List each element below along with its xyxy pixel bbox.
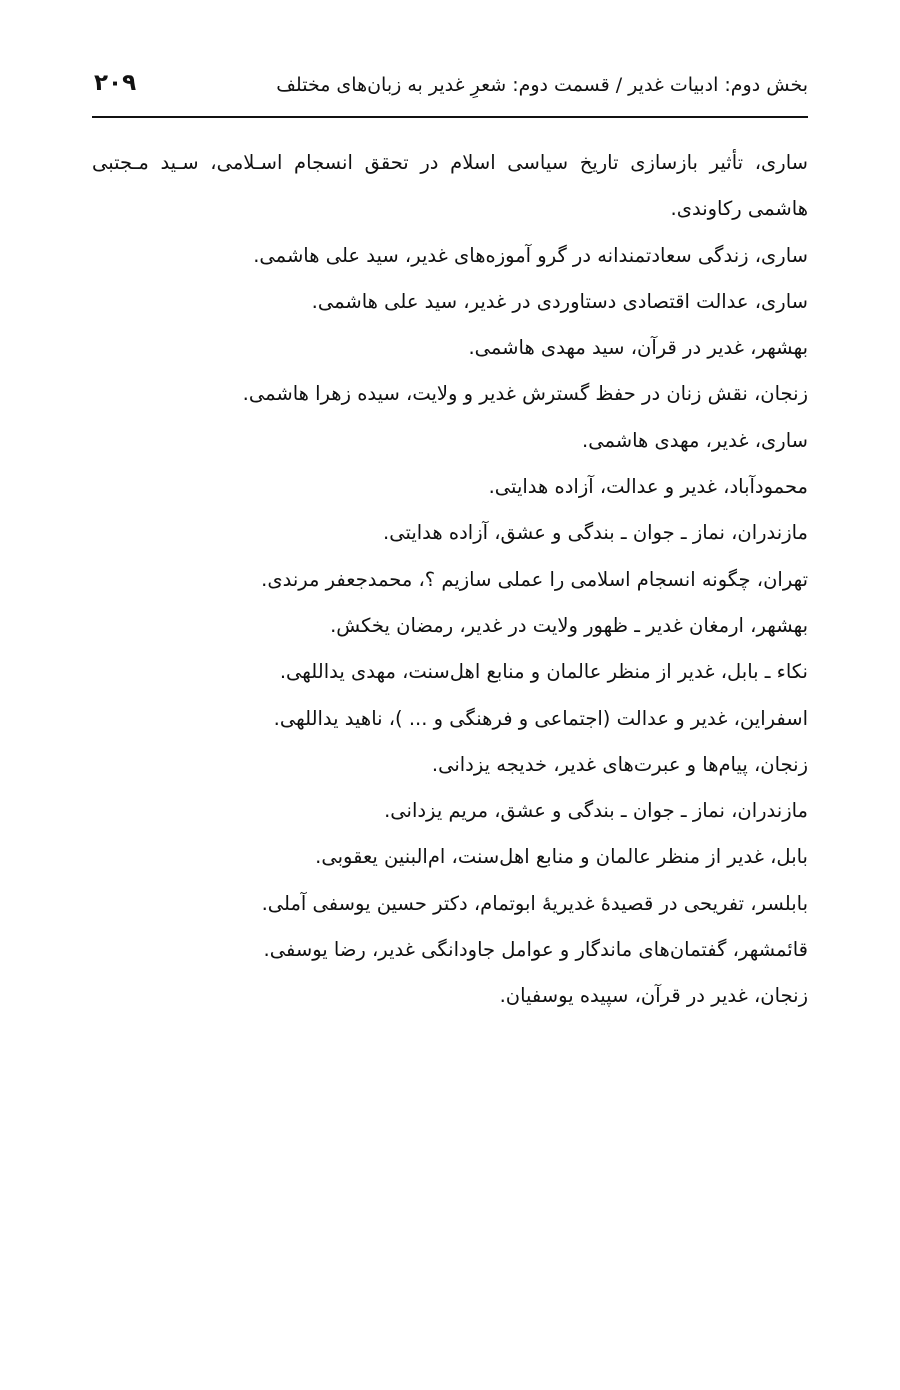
page-header bbox=[92, 70, 808, 118]
list-item: بهشهر، ارمغان غدیر ـ ظهور ولایت در غدیر، رمضان یخکش. bbox=[330, 613, 808, 637]
list-item: محمودآباد، غدیر و عدالت، آزاده هدایتی. bbox=[488, 475, 808, 499]
list-item: ساری، زندگی سعادتمندانه در گرو آموزه‌های غدیر، سید علی هاشمی. bbox=[253, 243, 808, 267]
list-item: مازندران، نماز ـ جوان ـ بندگی و عشق، آزاده هدایتی. bbox=[383, 521, 808, 545]
list-item: مازندران، نماز ـ جوان ـ بندگی و عشق، مریم یزدانی. bbox=[384, 799, 808, 823]
list-item: ساری، تأثیر بازسازی تاریخ سیاسی اسلام در تحقق انسجام اسـلامی، سـید مـجتبی هاشمی رکاوندی. bbox=[92, 151, 808, 221]
list-item: ساری، عدالت اقتصادی دستاوردی در غدیر، سید علی هاشمی. bbox=[311, 289, 808, 313]
list-item: اسفراین، غدیر و عدالت (اجتماعی و فرهنگی و ... )، ناهید یداللهی. bbox=[273, 706, 808, 730]
list-item: قائمشهر، گفتمان‌های ماندگار و عوامل جاودانگی غدیر، رضا یوسفی. bbox=[263, 938, 808, 962]
list-item: بابل، غدیر از منظر عالمان و منابع اهل‌سنت، ام‌البنین یعقوبی. bbox=[315, 845, 808, 869]
list-item: ساری، غدیر، مهدی هاشمی. bbox=[582, 428, 808, 452]
list-item: زنجان، غدیر در قرآن، سپیده یوسفیان. bbox=[499, 984, 808, 1008]
list-item: زنجان، نقش زنان در حفظ گسترش غدیر و ولایت، سیده زهرا هاشمی. bbox=[242, 382, 808, 406]
bibliography-list bbox=[92, 140, 808, 1020]
list-item: بهشهر، غدیر در قرآن، سید مهدی هاشمی. bbox=[468, 336, 808, 360]
list-item: زنجان، پیام‌ها و عبرت‌های غدیر، خدیجه یزدانی. bbox=[431, 752, 808, 776]
list-item: نکاء ـ بابل، غدیر از منظر عالمان و منابع اهل‌سنت، مهدی یداللهی. bbox=[279, 660, 808, 684]
list-item: بابلسر، تفریحی در قصیدهٔ غدیریهٔ ابوتمام، دکتر حسین یوسفی آملی. bbox=[261, 891, 808, 915]
list-item: تهران، چگونه انسجام اسلامی را عملی سازیم ؟، محمدجعفر مرندی. bbox=[261, 567, 808, 591]
running-header-title: بخش دوم: ادبیات غدیر / قسمت دوم: شعرِ غدیر به زبان‌های مختلف bbox=[276, 74, 808, 96]
page-number: ۲۰۹ bbox=[94, 70, 137, 96]
